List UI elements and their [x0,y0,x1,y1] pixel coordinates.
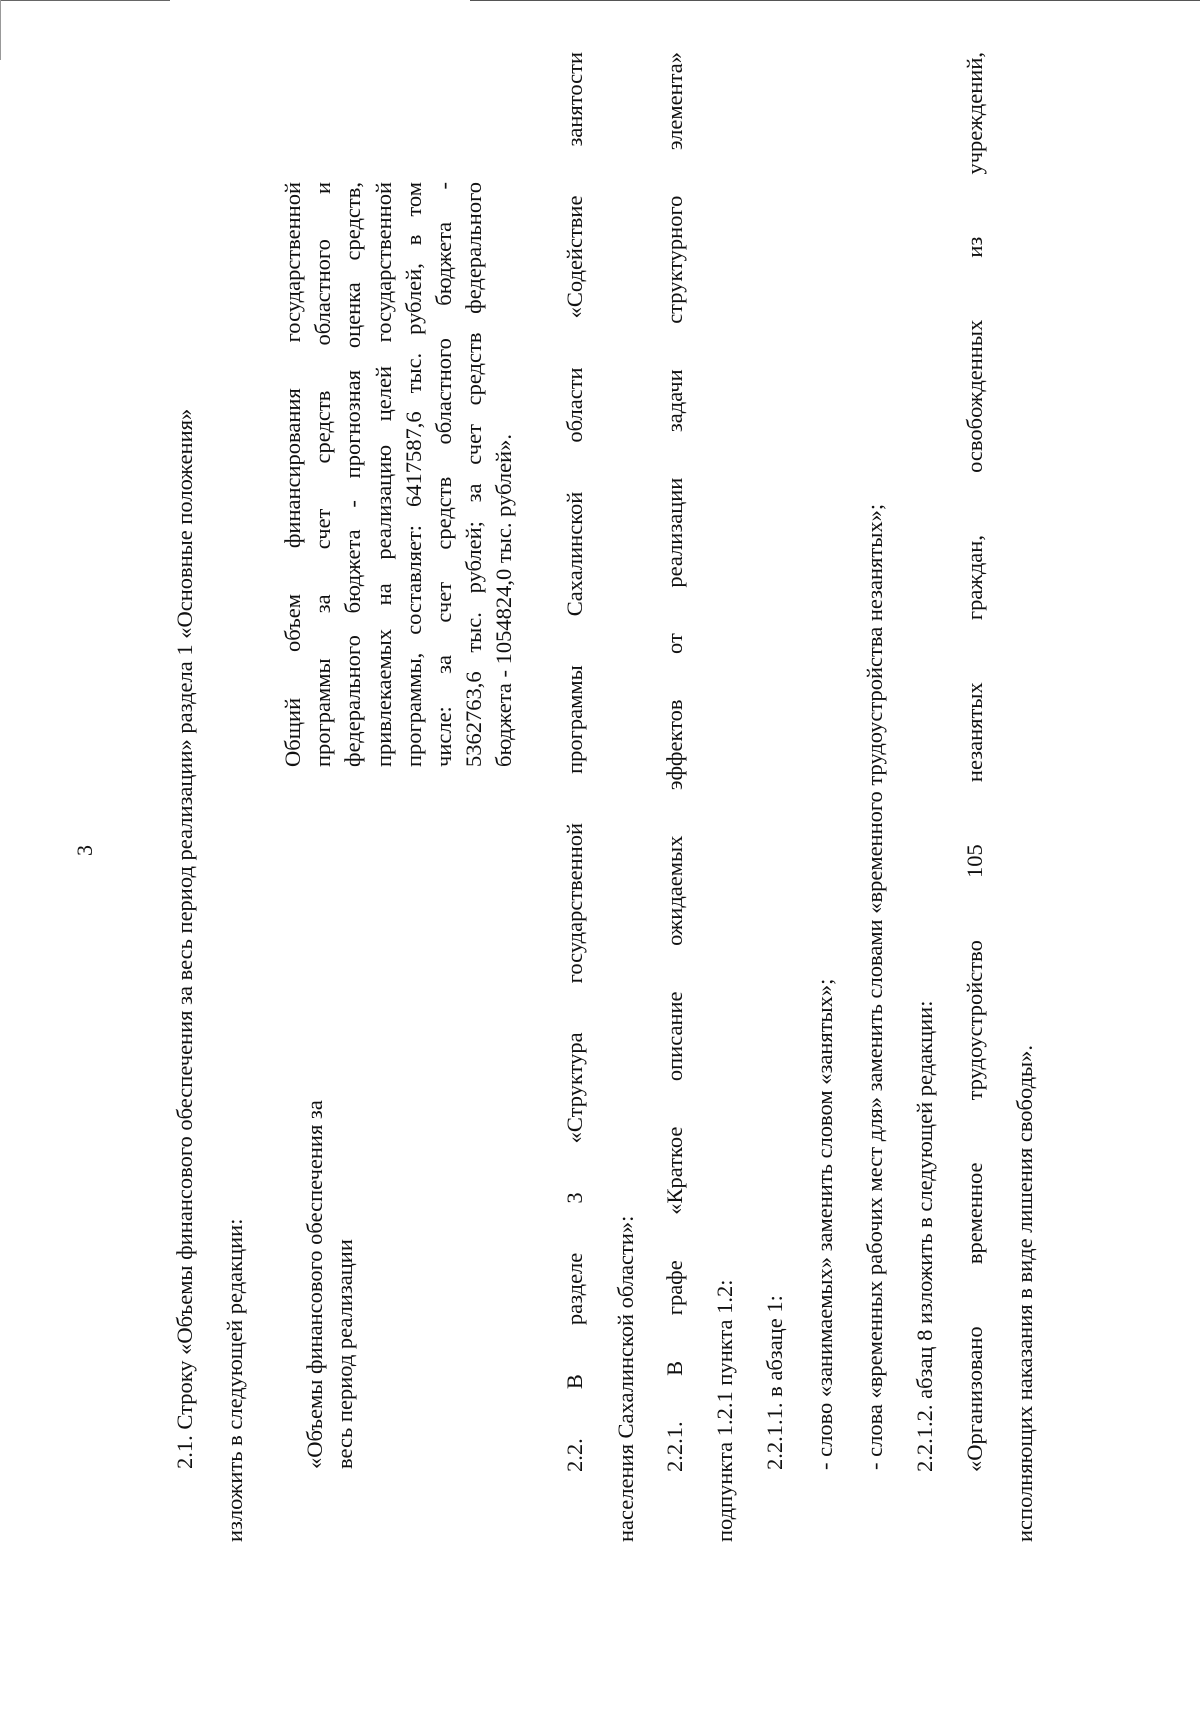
table-right-line: 5362763,6 тыс. рублей; за счет средств федерального [461,182,487,767]
table-left-cell: «Объемы финансового обеспечения за весь период реализации [302,1100,357,1469]
table-right-cell [278,182,520,767]
table-right-line: федерального бюджета - прогнозная оценка средств, [340,182,366,767]
section-2-2-1-2-heading: 2.2.1.2. абзац 8 изложить в следующей редакции: [912,1000,937,1472]
section-2-2-1-line2: подпункта 1.2.1 пункта 1.2: [712,1279,737,1542]
section-2-2-1-line1: 2.2.1. В графе «Краткое описание ожидаемых эффектов от реализации задачи структурного элемента» [662,52,687,1472]
section-2-1-line2: изложить в следующей редакции: [222,1218,247,1542]
section-2-2-1-1-heading: 2.2.1.1. в абзаце 1: [762,1295,787,1470]
table-right-line: числе: за счет средств областного бюджета - [431,182,457,767]
section-2-2-1-2-quote-line1: «Организовано временное трудоустройство 105 незанятых граждан, освобожденных из учреждений, [962,52,987,1472]
table-right-line: программы за счет средств областного и [310,182,336,767]
table-right-line: Общий объем финансирования государственной [280,182,305,767]
page-number: 3 [72,845,97,856]
section-2-2-1-1-item1: - слово «занимаемых» заменить словом «занятых»; [812,978,837,1470]
table-right-line: программы, составляет: 6417587,6 тыс. рублей, в том [400,182,426,767]
table-right-line: привлекаемых на реализацию целей государственной [370,182,396,767]
section-2-2-1-2-quote-line2: исполняющих наказания в виде лишения свободы». [1012,1044,1037,1542]
section-2-1-line1: 2.1. Строку «Объемы финансового обеспечения за весь период реализации» раздела 1 «Основные положения» [172,408,197,1469]
table-right-line: бюджета - 1054824,0 тыс. рублей». [491,434,517,767]
section-2-2-1-1-item2: - слова «временных рабочих мест для» заменить словами «временного трудоустройства незанятых»; [862,503,887,1470]
section-2-2-line1: 2.2. В разделе 3 «Структура государственной программы Сахалинской области «Содействие занятости [562,52,587,1472]
section-2-2-line2: населения Сахалинской области»: [613,1215,638,1542]
